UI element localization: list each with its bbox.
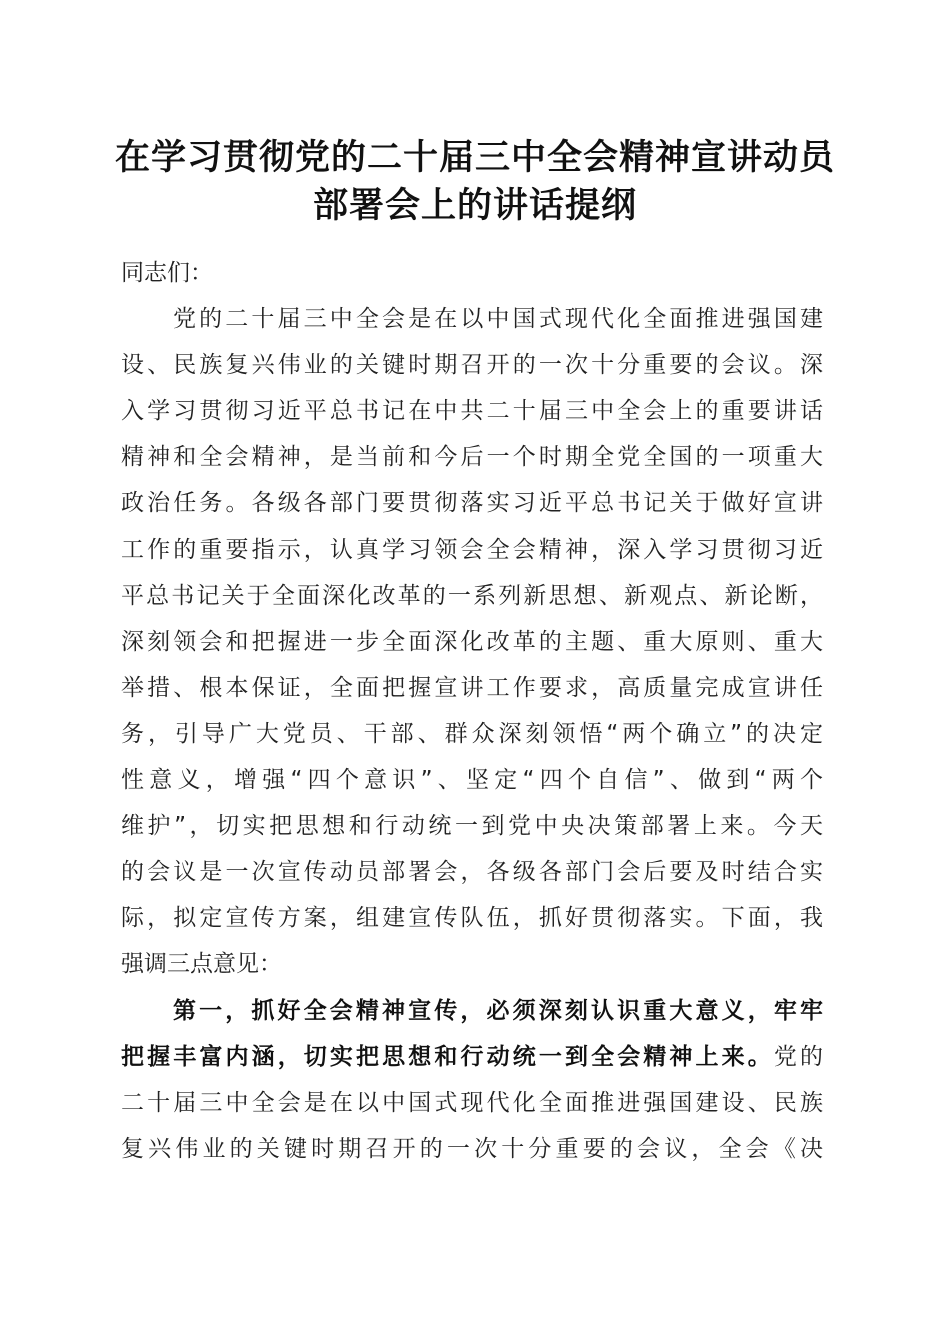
paragraph-line: 务，引导广大党员、干部、群众深刻领悟“两个确立”的决定 xyxy=(121,720,823,747)
paragraph-line: 复兴伟业的关键时期召开的一次十分重要的会议，全会《决 xyxy=(121,1135,823,1162)
document-body xyxy=(121,250,823,1172)
paragraph-tail: 党的 xyxy=(773,1043,824,1070)
paragraph-line: 的会议是一次宣传动员部署会，各级各部门会后要及时结合实 xyxy=(121,859,823,886)
paragraph-1 xyxy=(121,296,823,987)
paragraph-heading-line: 第一，抓好全会精神宣传，必须深刻认识重大意义，牢牢 xyxy=(173,997,823,1024)
salutation: 同志们： xyxy=(121,260,213,286)
paragraph-line: 工作的重要指示，认真学习领会全会精神，深入学习贯彻习近 xyxy=(121,536,823,563)
paragraph-line: 设、民族复兴伟业的关键时期召开的一次十分重要的会议。深 xyxy=(121,352,823,379)
paragraph-line: 维护”，切实把思想和行动统一到党中央决策部署上来。今天 xyxy=(121,813,823,840)
title-line-1: 在学习贯彻党的二十届三中全会精神宣讲动员 xyxy=(114,137,835,178)
paragraph-line: 举措、根本保证，全面把握宣讲工作要求，高质量完成宣讲任 xyxy=(121,674,823,701)
paragraph-line: 精神和全会精神，是当前和今后一个时期全党全国的一项重大 xyxy=(121,444,823,471)
paragraph-2 xyxy=(121,988,823,1172)
paragraph-heading-line: 把握丰富内涵，切实把思想和行动统一到全会精神上来。 xyxy=(121,1043,774,1070)
paragraph-line: 二十届三中全会是在以中国式现代化全面推进强国建设、民族 xyxy=(121,1089,823,1116)
title-line-2: 部署会上的讲话提纲 xyxy=(312,185,637,226)
paragraph-line: 入学习贯彻习近平总书记在中共二十届三中全会上的重要讲话 xyxy=(121,398,823,425)
paragraph-line: 政治任务。各级各部门要贯彻落实习近平总书记关于做好宣讲 xyxy=(121,490,823,517)
document-title xyxy=(100,134,850,230)
paragraph-line: 际，拟定宣传方案，组建宣传队伍，抓好贯彻落实。下面，我 xyxy=(121,905,823,932)
paragraph-mixed-line xyxy=(121,1034,823,1080)
paragraph-line: 强调三点意见： xyxy=(121,951,282,978)
paragraph-line: 性意义，增强“四个意识”、坚定“四个自信”、做到“两个 xyxy=(121,767,823,794)
paragraph-line: 平总书记关于全面深化改革的一系列新思想、新观点、新论断， xyxy=(121,582,823,609)
paragraph-line: 深刻领会和把握进一步全面深化改革的主题、重大原则、重大 xyxy=(121,628,823,655)
paragraph-line: 党的二十届三中全会是在以中国式现代化全面推进强国建 xyxy=(173,306,823,333)
